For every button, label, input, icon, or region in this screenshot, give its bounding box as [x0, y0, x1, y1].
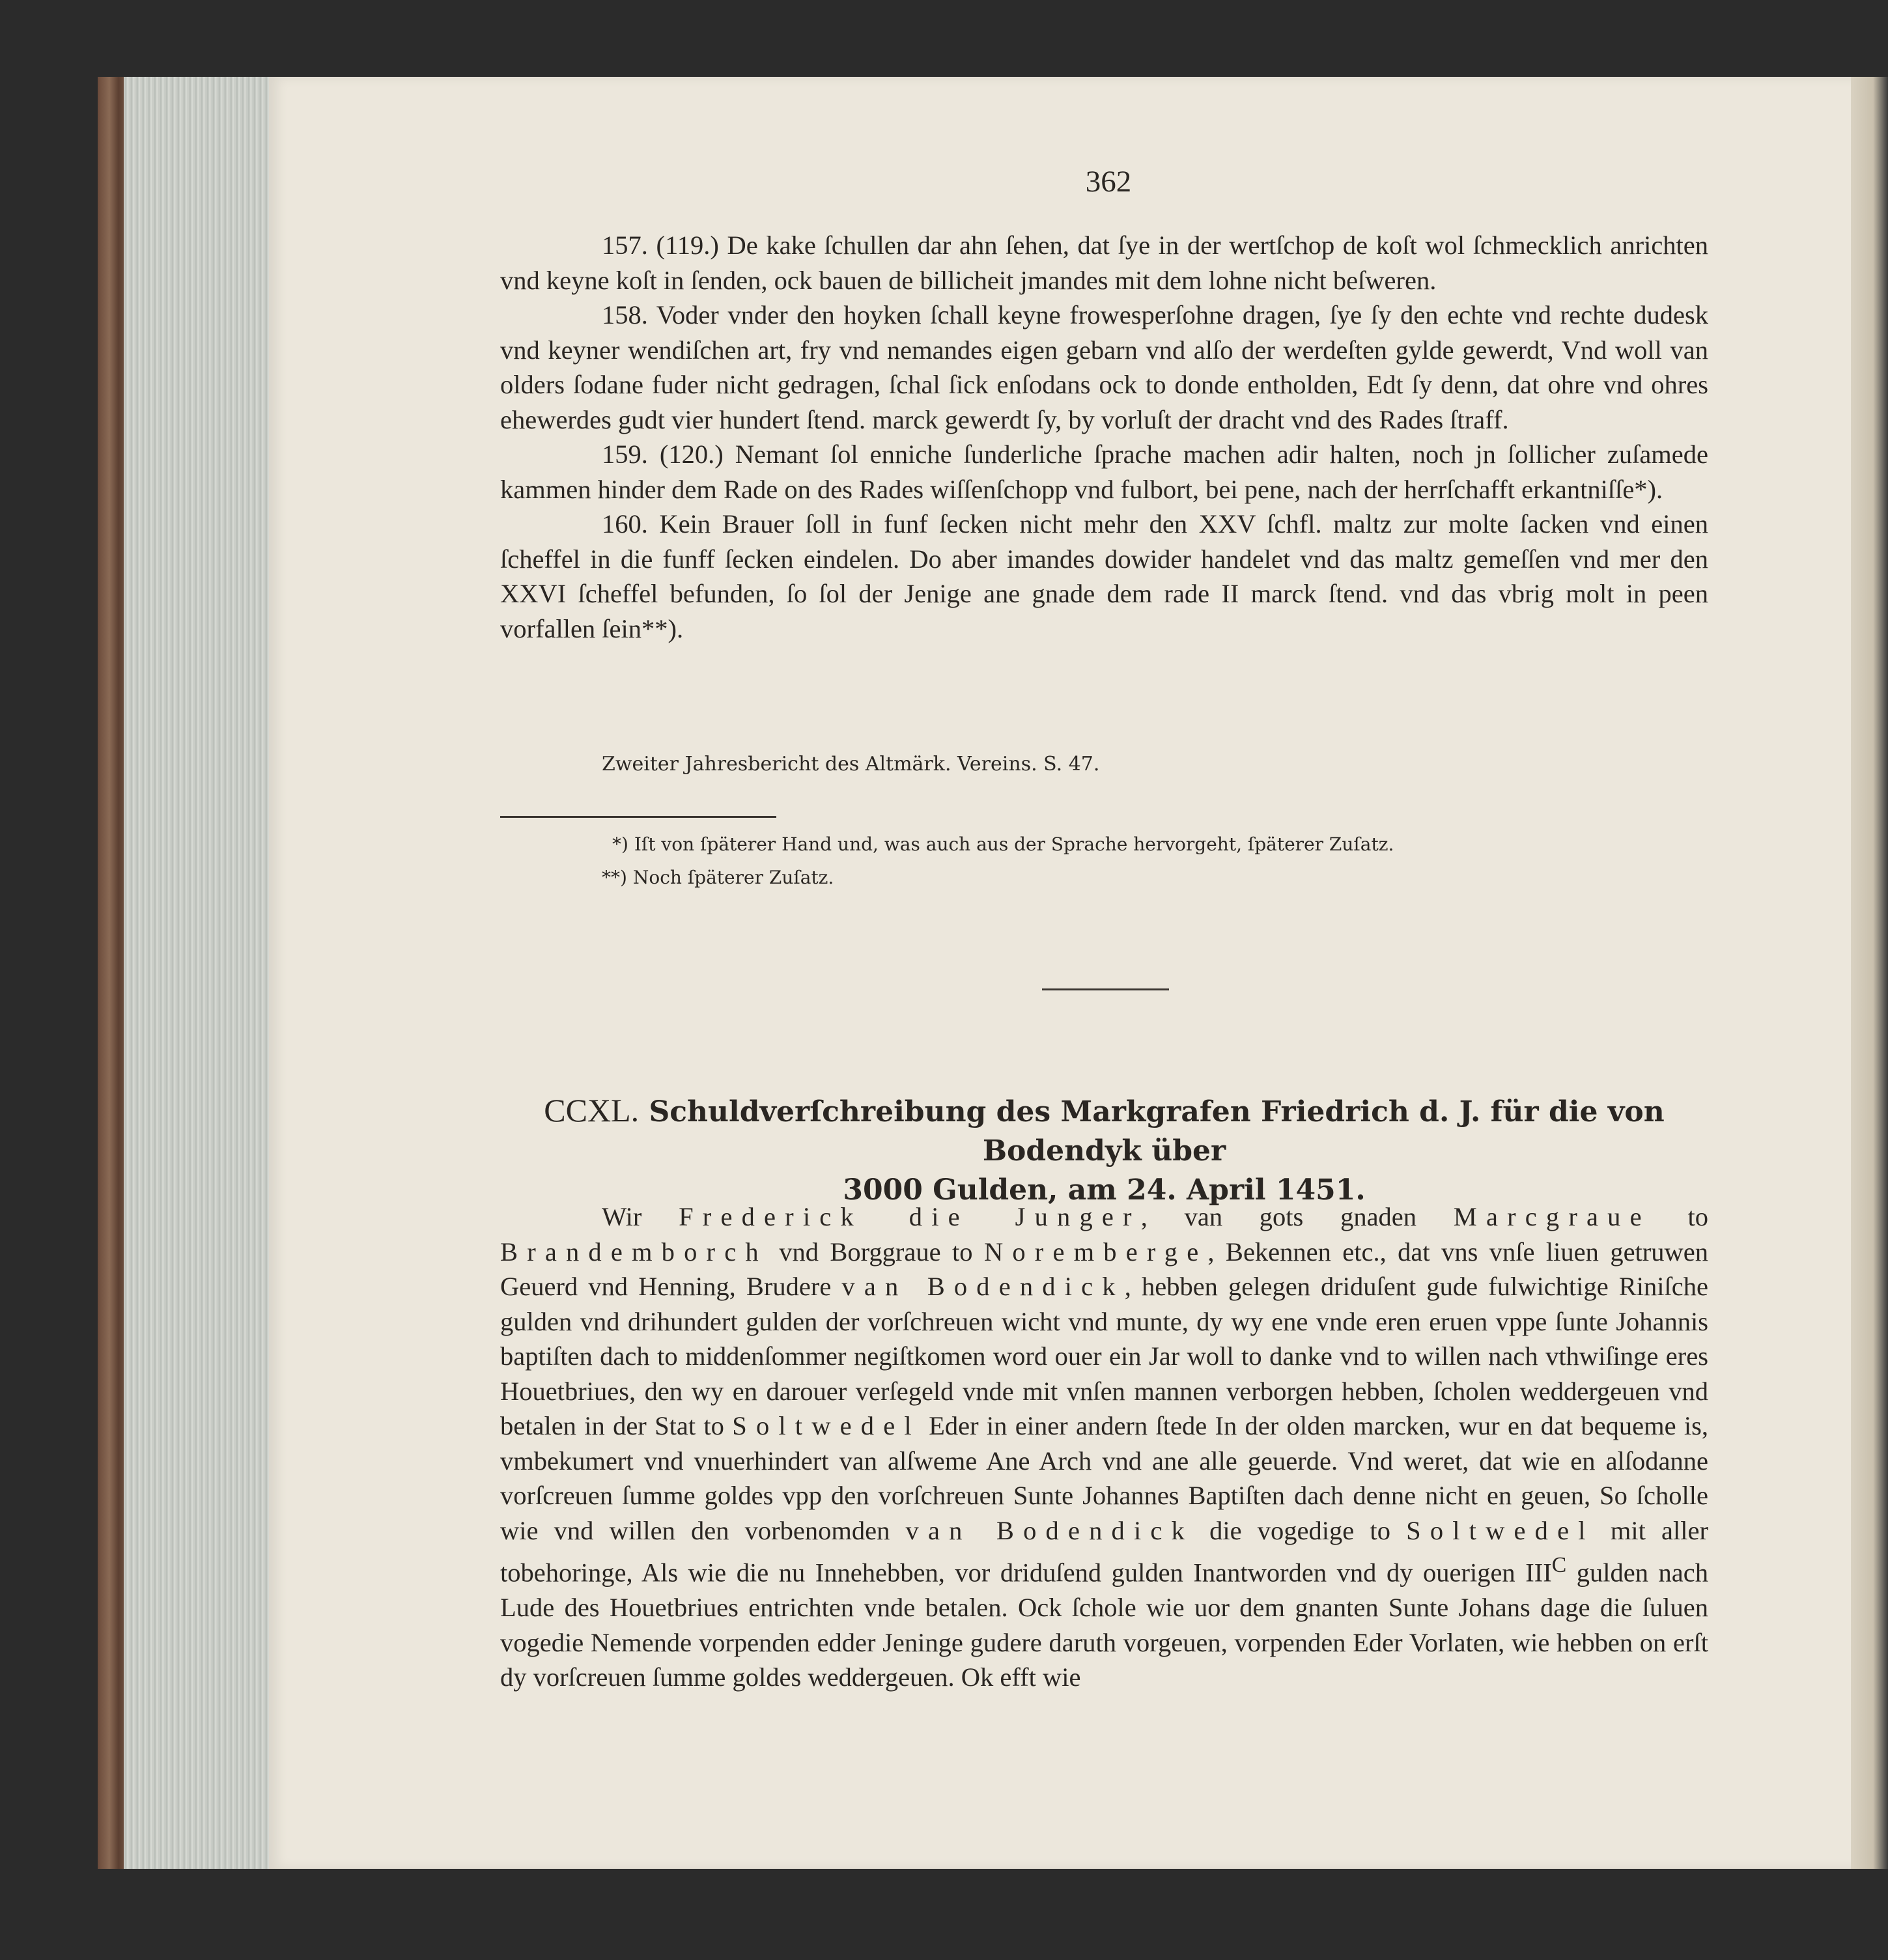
- charter-text: Wir Frederick die Junger, van gots gnaden Marcgraue to Brandemborch vnd Borggraue to Noremberge, Bekennen etc., dat vns vnſe liuen getruwen Geuerd vnd Henning, Brudere van Bodendick, hebben gelegen driduſent gude fulwichtige Riniſche gulden vnd drihundert gulden der vorſchreuen wicht vnd munte, dy wy ene vnde eren eruen vppe ſunte Johannis baptiſten dach to middenſommer negiſtkomen word ouer ein Jar woll to danke vnd to willen nach vthwiſinge eres Houetbriues, den wy en darouer verſegeld vnde mit vnſen mannen verborgen hebben, ſcholen weddergeuen vnd betalen in der Stat to Soltwedel Eder in einer andern ſtede In der olden marcken, wur en dat bequeme is, vmbekumert vnd vnuerhindert van alſweme Ane Arch vnd ane alle geuerde. Vnd weret, dat wie en alſodanne vorſcreuen ſumme goldes vpp den vorſchreuen Sunte Johannes Baptiſten dach denne nicht en geuen, So ſcholle wie vnd willen den vorbenomden van Bodendick die vogedige to Soltwedel mit aller tobehoringe, Als wie die nu Innehebben, vor driduſend gulden Inantworden vnd dy ouerigen $III^C$ gulden nach Lude des Houetbriues entrichten vnde betalen. Ock ſchole wie uor dem gnanten Sunte Johans dage die ſuluen vogedie Nemende vorpenden edder Jeninge gudere daruth vorgeuen, vorpenden Eder Vorlaten, wie hebben on erſt dy vorſcreuen ſumme goldes weddergeuen. Ok efft wie: [500, 1202, 1709, 1692]
- section-divider: [1042, 988, 1169, 990]
- footnote-divider: [500, 816, 776, 818]
- paragraph-157: 157. (119.) De kake ſchullen dar ahn ſehen, dat ſye in der wertſchop de koſt wol ſchmecklich anrichten vnd keyne koſt in ſenden, ock bauen de billicheit jmandes mit dem lohne nicht beſweren.: [500, 231, 1709, 295]
- page-stack: [124, 77, 272, 1869]
- footnote-2: **) Noch ſpäterer Zuſatz.: [602, 867, 834, 888]
- heading-line-1: CCXL. Schuldverſchreibung des Markgrafen Friedrich d. J. für die von Bodendyk über: [544, 1092, 1665, 1168]
- right-page-edge: [1851, 77, 1888, 1869]
- document-heading: [500, 1091, 1708, 1210]
- document-body: [500, 1199, 1708, 1695]
- page-number: 362: [1085, 165, 1132, 199]
- paragraph-159: 159. (120.) Nemant ſol enniche ſunderliche ſprache machen adir halten, noch jn ſollicher zuſamede kammen hinder dem Rade on des Rades wiſſenſchopp vnd fulbort, bei pene, nach der herrſchafft erkantniſſe*).: [500, 440, 1708, 504]
- heading-line-2: 3000 Gulden, am 24. April 1451.: [843, 1173, 1366, 1207]
- statute-paragraphs: [500, 228, 1708, 646]
- source-citation: Zweiter Jahresbericht des Altmärk. Vereins. S. 47.: [602, 753, 1100, 776]
- paragraph-158: 158. Voder vnder den hoyken ſchall keyne frowesperſohne dragen, ſye ſy den echte vnd rechte dudesk vnd keyner wendiſchen art, fry vnd nemandes eigen gebarn vnd alſo der werdeſten gylde gewerdt, Vnd woll van olders ſodane fuder nicht gedragen, ſchal ſick enſodans ock to donde entholden, Edt ſy denn, dat ohre vnd ohres ehewerdes gudt vier hundert ſtend. marck gewerdt ſy, by vorluſt der dracht vnd des Rades ſtraff.: [500, 300, 1708, 434]
- footnote-1: *) Iſt von ſpäterer Hand und, was auch aus der Sprache hervorgeht, ſpäterer Zuſatz.: [612, 833, 1394, 855]
- paragraph-160: 160. Kein Brauer ſoll in funf ſecken nicht mehr den XXV ſchfl. maltz zur molte ſacken vnd einen ſcheffel in die funff ſecken eindelen. Do aber imandes dowider handelet vnd das maltz gemeſſen vnd mer den XXVI ſcheffel befunden, ſo ſol der Jenige ane gnade dem rade II marck ſtend. vnd das vbrig molt in peen vorfallen ſein**).: [500, 509, 1709, 643]
